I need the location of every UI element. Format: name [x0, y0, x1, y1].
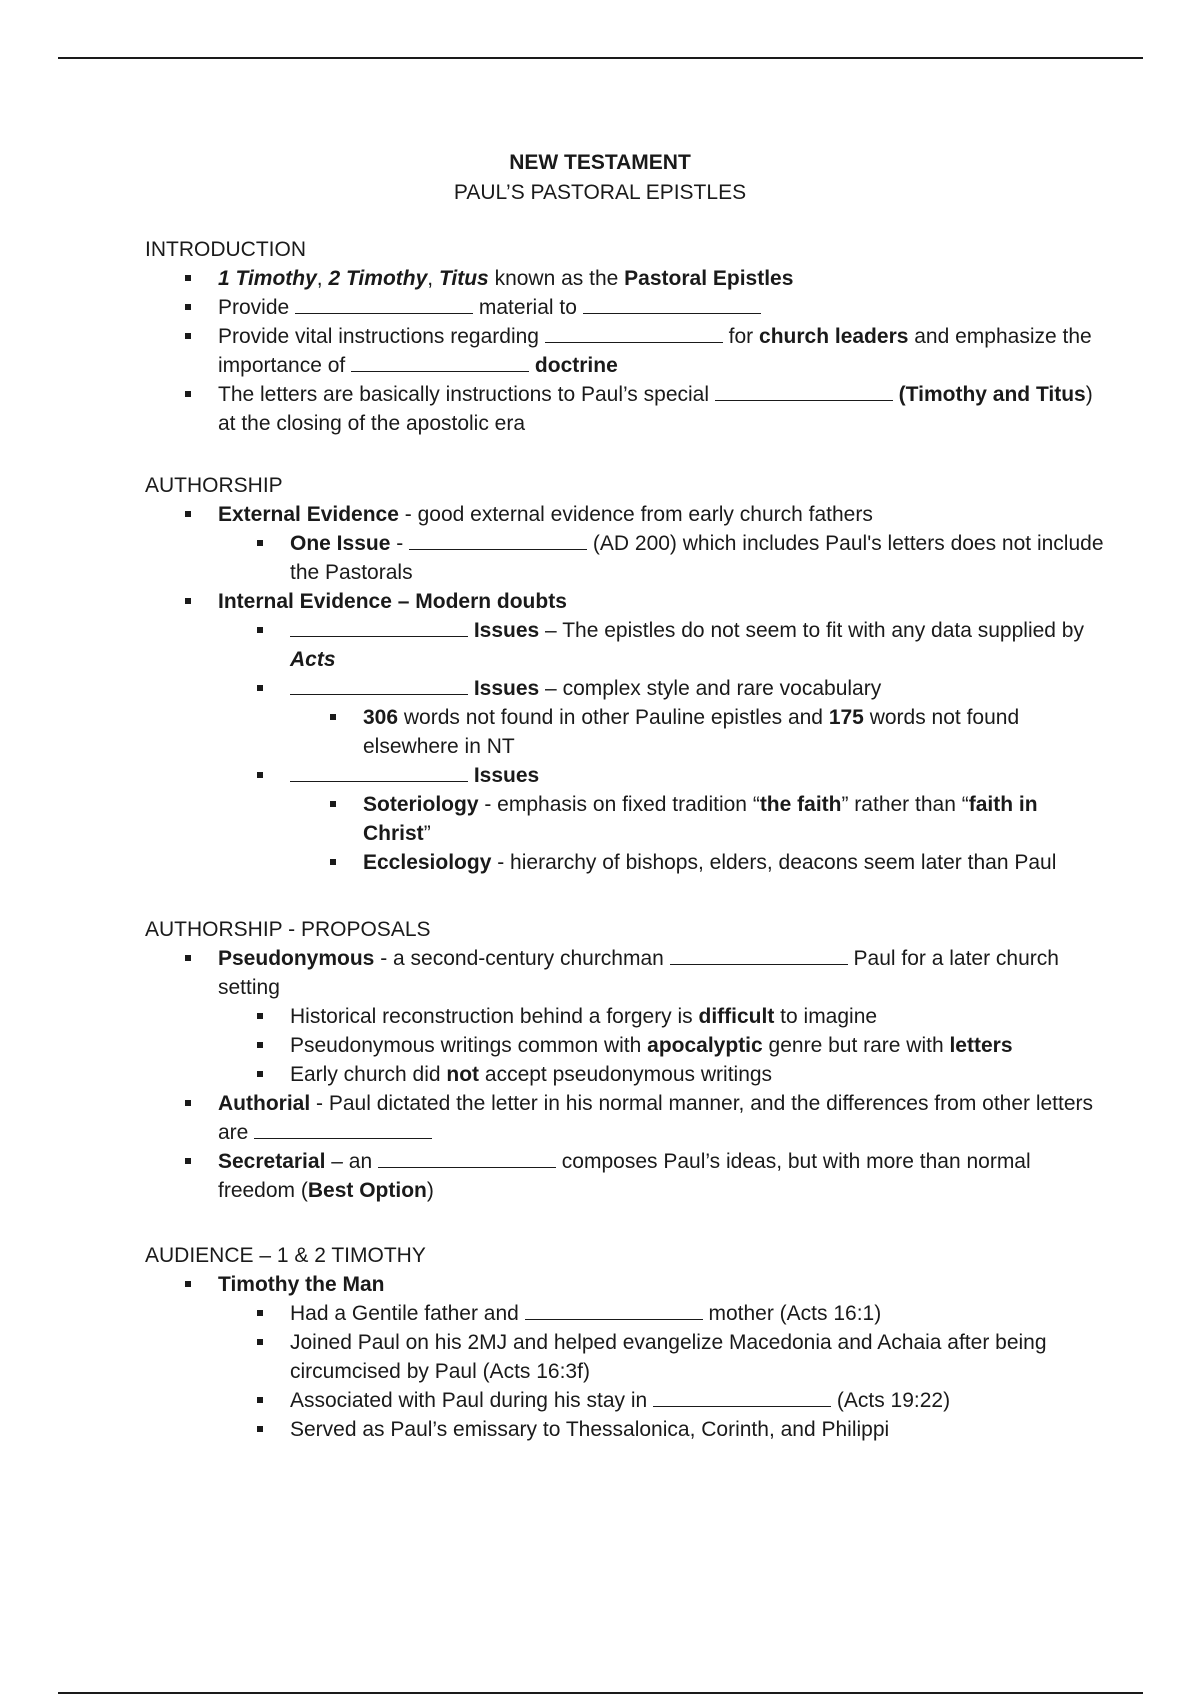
list-item: Soteriology - emphasis on fixed tradition “the faith” rather than “faith in Christ” [145, 790, 1105, 848]
list-item: Secretarial – an composes Paul’s ideas, but with more than normal freedom (Best Option) [145, 1147, 1105, 1205]
document-titles [0, 148, 1200, 208]
list-item: Timothy the Man [145, 1270, 1105, 1299]
fill-blank [409, 531, 587, 550]
list-item: Served as Paul’s emissary to Thessalonica, Corinth, and Philippi [145, 1415, 1105, 1444]
page-subtitle: PAUL’S PASTORAL EPISTLES [453, 181, 747, 204]
list-item: Internal Evidence – Modern doubts [145, 587, 1105, 616]
fill-blank [670, 946, 848, 965]
list-item: The letters are basically instructions to Paul’s special (Timothy and Titus) at the closing of the apostolic era [145, 380, 1105, 438]
fill-blank [545, 324, 723, 343]
section-audience [145, 1241, 1105, 1444]
section-heading: AUTHORSHIP - PROPOSALS [145, 918, 431, 941]
list-item: Pseudonymous - a second-century churchman Paul for a later church setting [145, 944, 1105, 1002]
list-item: Historical reconstruction behind a forgery is difficult to imagine [145, 1002, 1105, 1031]
fill-blank [378, 1149, 556, 1168]
list-item: Issues [145, 761, 1105, 790]
list-item: Issues – The epistles do not seem to fit with any data supplied by Acts [145, 616, 1105, 674]
fill-blank [295, 295, 473, 314]
section-heading: AUTHORSHIP [145, 474, 283, 497]
section-heading: AUDIENCE – 1 & 2 TIMOTHY [145, 1244, 426, 1267]
page-title: NEW TESTAMENT [509, 151, 691, 174]
list-item: Early church did not accept pseudonymous writings [145, 1060, 1105, 1089]
list-item: Authorial - Paul dictated the letter in his normal manner, and the differences from other letters are [145, 1089, 1105, 1147]
list-item: Provide vital instructions regarding for church leaders and emphasize the importance of doctrine [145, 322, 1105, 380]
list-item: Had a Gentile father and mother (Acts 16:1) [145, 1299, 1105, 1328]
list-item: External Evidence - good external evidence from early church fathers [145, 500, 1105, 529]
fill-blank [351, 353, 529, 372]
fill-blank [290, 763, 468, 782]
section-authorship [145, 471, 1105, 877]
top-rule [58, 57, 1143, 59]
list-item: Issues – complex style and rare vocabulary [145, 674, 1105, 703]
list-item: One Issue - (AD 200) which includes Paul's letters does not include the Pastorals [145, 529, 1105, 587]
fill-blank [290, 676, 468, 695]
list-item: 1 Timothy, 2 Timothy, Titus known as the Pastoral Epistles [145, 264, 1105, 293]
fill-blank [290, 618, 468, 637]
fill-blank [583, 295, 761, 314]
fill-blank [525, 1301, 703, 1320]
list-item: Provide material to [145, 293, 1105, 322]
section-heading: INTRODUCTION [145, 238, 306, 261]
list-item: Ecclesiology - hierarchy of bishops, elders, deacons seem later than Paul [145, 848, 1105, 877]
section-authorship-proposals [145, 915, 1105, 1205]
bottom-rule [58, 1692, 1143, 1694]
section-introduction [145, 235, 1105, 438]
fill-blank [254, 1120, 432, 1139]
list-item: Associated with Paul during his stay in (Acts 19:22) [145, 1386, 1105, 1415]
fill-blank [715, 382, 893, 401]
fill-blank [653, 1388, 831, 1407]
list-item: 306 words not found in other Pauline epistles and 175 words not found elsewhere in NT [145, 703, 1105, 761]
list-item: Pseudonymous writings common with apocalyptic genre but rare with letters [145, 1031, 1105, 1060]
list-item: Joined Paul on his 2MJ and helped evangelize Macedonia and Achaia after being circumcised by Paul (Acts 16:3f) [145, 1328, 1105, 1386]
